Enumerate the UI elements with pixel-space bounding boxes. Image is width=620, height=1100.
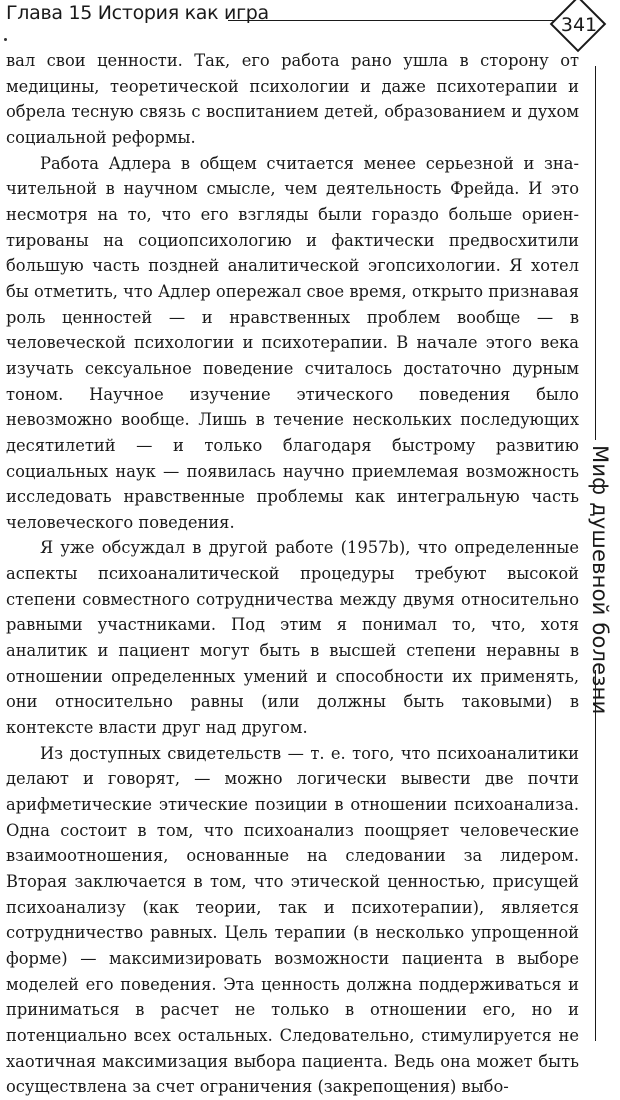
body-text [6,48,579,1100]
paragraph-3: Я уже обсуждал в другой работе (1957b), что определенные аспекты психоаналитической процедуры требуют высокой степени совместного сотрудничества между двумя относительно равными участниками. Под этим я понимал то, что, хотя аналитик и пациент могут быть в высшей степени неравны в отношении определенных умений и способности их применять, они относительно равны (или должны быть таковыми) в контексте власти друг над другом. [6,538,579,738]
running-header [6,0,566,30]
book-title-vertical: Миф душевной болезни [588,445,612,715]
chapter-title: Глава 15 История как игра [6,2,269,24]
print-dot [4,38,7,41]
paragraph-2: Работа Адлера в общем считается менее серьезной и значительной в научном смысле, чем деятельность Фрейда. И это несмотря на то, что его взгляды были гораздо больше ориентированы на социопсихологию и фактически предвосхитили большую часть поздней аналитической эгопсихологии. Я хотел бы отметить, что Адлер опережал свое время, открыто признавая роль ценностей — и нравственных проблем вообще — в человеческой психологии и психотерапии. В начале этого века изучать сексуальное поведение считалось достаточно дурным тоном. Научное изучение этического поведения было невозможно вообще. Лишь в течение нескольких последующих десятилетий — и только благодаря быстрому развитию социальных наук — появилась научно приемлемая возможность исследовать нравственные проблемы как интегральную часть человеческого поведения. [6,153,579,532]
page-number: 341 [560,14,598,36]
paragraph-4: Из доступных свидетельств — т. е. того, что психоаналитики делают и говорят, — можно логически вывести две почти арифметические этические позиции в отношении психоанализа. Одна состоит в том, что психоанализ поощряет человеческие взаимоотношения, основанные на следовании за лидером. Вторая заключается в том, что этической ценностью, присущей психоанализу (как теории, так и психотерапии), является сотрудничество равных. Цель терапии (в несколько упрощенной форме) — максимизировать возможности пациента в выборе моделей его поведения. Эта ценность должна поддерживаться и приниматься в расчет не только в отношении его, но и потенциально всех остальных. Следовательно, стимулируется не хаотичная максимизация выбора пациента. Ведь она может быть осуществлена за счет ограничения (закрепощения) выбо- [6,743,579,1097]
paragraph-1: вал свои ценности. Так, его работа рано ушла в сторону от медицины, теоретической психологии и даже психотерапии и обрела тесную связь с воспитанием детей, образованием и духом социальной реформы. [6,51,579,147]
header-rule [228,20,564,21]
